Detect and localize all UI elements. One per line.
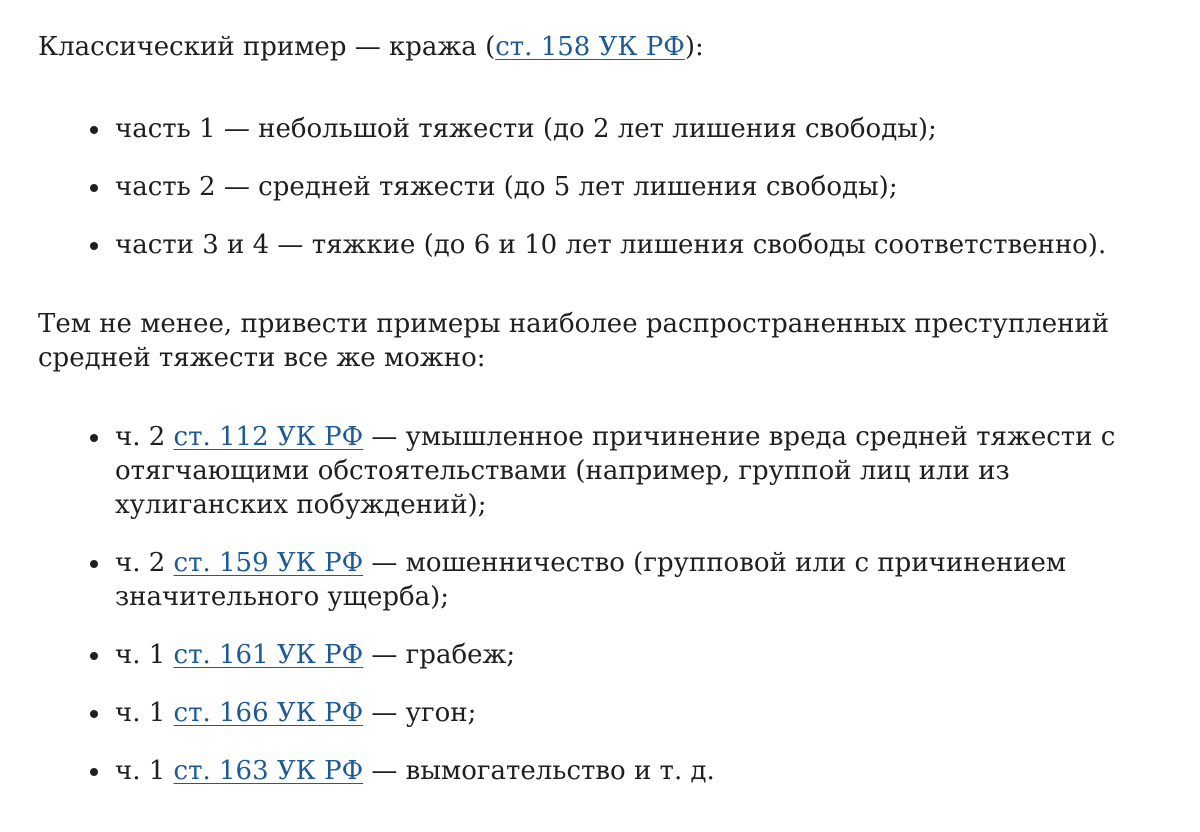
bullet-icon — [90, 242, 98, 250]
bullet-icon — [90, 710, 98, 718]
intro-text-after: ): — [684, 32, 704, 62]
list-item-prefix: ч. 1 — [115, 756, 174, 786]
link-article-163[interactable]: ст. 163 УК РФ — [173, 756, 364, 786]
intro-text-before: Классический пример — кража ( — [38, 32, 496, 62]
theft-parts-list — [38, 112, 1178, 286]
link-article-159[interactable]: ст. 159 УК РФ — [173, 548, 364, 578]
bullet-icon — [90, 434, 98, 442]
list-item — [38, 228, 1178, 262]
list-item — [38, 754, 1188, 788]
intro-paragraph-theft — [38, 30, 1178, 64]
list-item — [38, 638, 1188, 672]
link-article-158[interactable]: ст. 158 УК РФ — [495, 32, 685, 62]
bullet-icon — [90, 126, 98, 134]
list-item — [38, 420, 1188, 522]
list-item-text: — грабеж; — [363, 640, 516, 670]
list-item-text: — угон; — [363, 698, 477, 728]
list-item — [38, 170, 1178, 204]
list-item-prefix: ч. 2 — [115, 422, 174, 452]
link-article-161[interactable]: ст. 161 УК РФ — [173, 640, 364, 670]
bullet-icon — [90, 184, 98, 192]
list-item-text: — мошенничество (групповой или с причинением значительного ущерба); — [115, 548, 1067, 612]
list-item-text: части 3 и 4 — тяжкие (до 6 и 10 лет лишения свободы соответственно). — [115, 230, 1107, 260]
list-item — [38, 112, 1178, 146]
list-item-text: — умышленное причинение вреда средней тяжести с отягчающими обстоятельствами (например, группой лиц или из хулиганских побуждений); — [115, 422, 1116, 520]
bullet-icon — [90, 560, 98, 568]
list-item-text: часть 1 — небольшой тяжести (до 2 лет лишения свободы); — [115, 114, 937, 144]
bullet-icon — [90, 768, 98, 776]
list-item-text: — вымогательство и т. д. — [363, 756, 715, 786]
intro-paragraph-examples: Тем не менее, привести примеры наиболее распространенных преступлений средней тяжести все же можно: — [38, 309, 1110, 373]
crime-examples-list — [38, 420, 1188, 812]
list-item-prefix: ч. 1 — [115, 640, 174, 670]
list-item — [38, 696, 1188, 730]
list-item-prefix: ч. 1 — [115, 698, 174, 728]
list-item-text: часть 2 — средней тяжести (до 5 лет лишения свободы); — [115, 172, 898, 202]
list-item-prefix: ч. 2 — [115, 548, 174, 578]
bullet-icon — [90, 652, 98, 660]
link-article-166[interactable]: ст. 166 УК РФ — [173, 698, 364, 728]
link-article-112[interactable]: ст. 112 УК РФ — [173, 422, 364, 452]
list-item — [38, 546, 1188, 614]
